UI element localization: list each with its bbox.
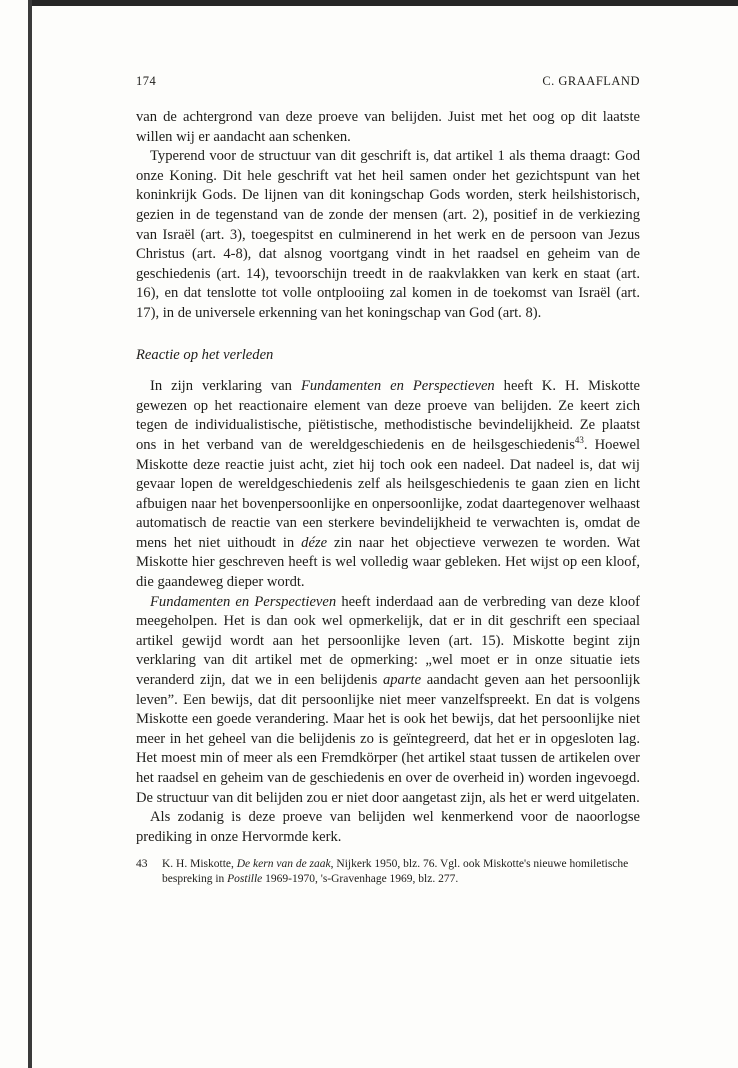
paragraph-conclusion — [136, 808, 640, 847]
paragraph-text: heeft K. H. Miskotte gewezen op het reactionaire element van deze proeve van belijden. Ze keert zich tegen de individualistische, piëtistische, methodistische bevindelijkheid. Ze plaatst ons in het verband van de wereldgeschiedenis en de heilsgeschiedenis — [136, 378, 640, 453]
paragraph-text: In zijn verklaring van — [150, 378, 301, 395]
page-top-edge — [28, 0, 738, 6]
paragraph-structure — [136, 147, 640, 323]
footnote-title: De kern van de zaak — [236, 858, 331, 871]
paragraph-text: heeft inderdaad aan de verbreding van deze kloof meegeholpen. Het is dan ook wel opmerkelijk, dat er in dit geschrift een speciaal artikel gewijd wordt aan het persoonlijke leven (art. 15). Miskotte begint zijn verklaring van dit artikel met de opmerking: „wel moet er in onze situatie iets veranderd zijn, dat we in een belijdenis — [136, 593, 641, 689]
italic-word: aparte — [382, 672, 422, 689]
italic-word: déze — [301, 534, 328, 551]
running-head — [136, 74, 640, 96]
footnote-number: 43 — [136, 858, 148, 871]
paragraph-text: aandacht geven aan het persoonlijk leven”. Een bewijs, dat dit persoonlijke niet meer vanzelfspreekt. En dat is volgens Miskotte een goede verandering. Maar het is ook het bewijs, dat het persoonlijke niet meer in het geheel van die belijdenis zo is geïntegreerd, dat het er in opgesloten lag. Het moest min of meer als een Fremdkörper (het artikel staat tussen de artikelen over het raadsel en geheim van de geschiedenis en over de overheid in) worden ingevoegd. De structuur van dit belijden zou er niet door aangetast zijn, als het er werd uitgelaten. — [136, 672, 640, 806]
italic-title: Fundamenten en Perspectieven — [150, 593, 337, 610]
paragraph-text: Typerend voor de structuur van dit geschrift is, dat artikel 1 als thema draagt: God onze Koning. Dit hele geschrift vat het heil samen onder het gezichtspunt van het koninkrijk Gods. De lijnen van dit koningschap Gods worden, sterk heilshistorisch, gezien in de tegenstand van de zonde der mensen (art. 2), positief in de verkiezing van Israël (art. 3), toegespitst en culminerend in het werk en de persoon van Jezus Christus (art. 4-8), dat alsnog voortgang vindt in het raadsel en geheim van de geschiedenis (art. 14), tevoorschijn treedt in de raakvlakken van kerk en staat (art. 16), en dat tenslotte tot volle ontplooiing zal komen in de toekomst van Israël (art. 17), in de universele erkenning van het koningschap van God (art. 8). — [136, 148, 640, 321]
paragraph-fundamenten — [136, 593, 640, 809]
footnote-author: K. H. Miskotte, — [162, 858, 237, 871]
paragraph-miskotte — [136, 377, 640, 593]
running-head-author: C. GRAAFLAND — [542, 74, 640, 88]
page-left-edge — [28, 0, 32, 1068]
footnote-ref[interactable]: 43 — [574, 435, 584, 446]
document-page — [136, 74, 640, 886]
footnote — [136, 857, 640, 886]
paragraph-text: zin naar het objectieve verwezen te worden. Wat Miskotte hier geschreven heeft is wel volledig waar gebleken. Het wijst op een kloof, die gaandeweg dieper wordt. — [136, 534, 640, 591]
section-heading: Reactie op het verleden — [136, 346, 274, 363]
italic-title: Fundamenten en Perspectieven — [300, 378, 495, 395]
page-number: 174 — [136, 74, 157, 88]
footnote-text — [162, 857, 640, 886]
footnote-middle: , Nijkerk 1950, blz. 76. Vgl. ook Miskotte's nieuwe homiletische bespreking in — [162, 858, 629, 885]
paragraph-text: Als zodanig is deze proeve van belijden wel kenmerkend voor de naoorlogse prediking in onze Hervormde kerk. — [136, 809, 640, 845]
paragraph-text: . Hoewel Miskotte deze reactie juist acht, ziet hij toch ook een nadeel. Dat nadeel is, dat wij gevaar lopen de wereldgeschiedenis zelf als heilsgeschiedenis te gaan zien en licht afbuigen naar het bovenpersoonlijke en onpersoonlijke, zodat daartegenover welhaast automatisch de reactie van een sterkere bevindelijkheid te verwachten is, omdat de mens het niet uithoudt in — [136, 436, 640, 551]
paragraph-text: van de achtergrond van deze proeve van belijden. Juist met het oog op dit laatste willen wij er aandacht aan schenken. — [136, 109, 640, 145]
paragraph-continuation — [136, 108, 640, 147]
body-text — [136, 108, 640, 886]
footnote-end: 1969-1970, 's-Gravenhage 1969, blz. 277. — [262, 872, 459, 885]
footnote-journal: Postille — [227, 872, 263, 885]
